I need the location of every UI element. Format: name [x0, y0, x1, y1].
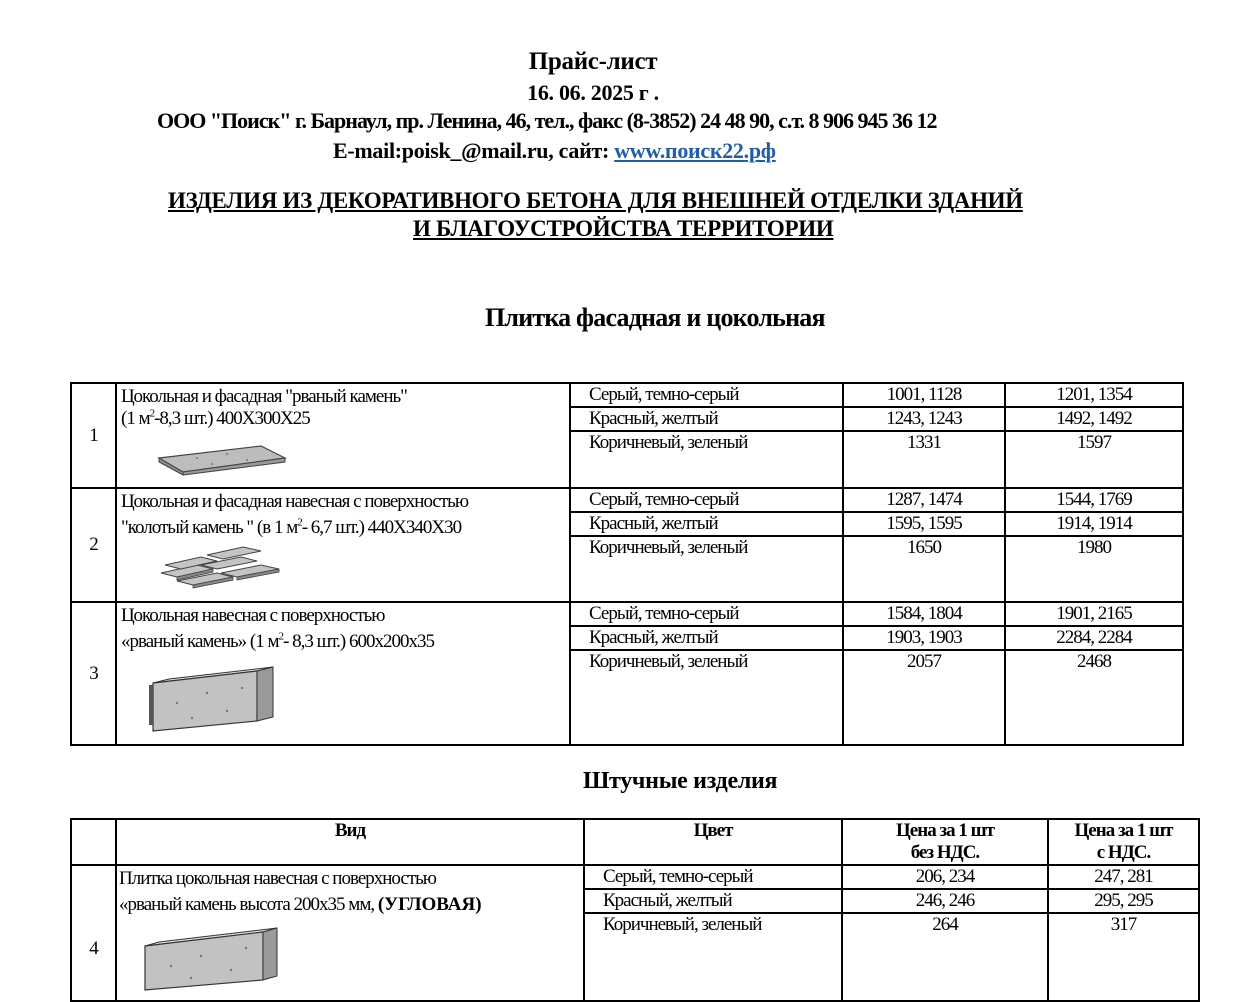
price-cell: 206, 234	[843, 866, 1047, 889]
row-number: 3	[71, 602, 116, 745]
color-cell: Серый, темно-серый	[571, 489, 842, 512]
row-number: 2	[71, 488, 116, 602]
price-vat-cell: 1544, 1769	[1006, 489, 1182, 512]
flat-tile-image	[157, 440, 287, 476]
price-vat-cell: 295, 295	[1049, 889, 1198, 913]
price-cell: 1243, 1243	[844, 407, 1004, 431]
color-column	[570, 602, 843, 745]
section-title-pieces: Штучные изделия	[583, 768, 778, 794]
main-heading-line-2: И БЛАГОУСТРОЙСТВА ТЕРРИТОРИИ	[413, 216, 834, 241]
color-cell: Красный, желтый	[585, 889, 841, 913]
price-list-date: 16. 06. 2025 г .	[527, 80, 659, 105]
header-price-no-vat: Цена за 1 шт без НДС.	[842, 819, 1048, 865]
product-name-line-1: Цокольная и фасадная навесная с поверхностью	[121, 491, 469, 512]
product-name	[116, 865, 584, 1001]
product-name	[116, 383, 570, 488]
split-stone-tile-image	[157, 543, 287, 593]
price-vat-cell: 1980	[1077, 537, 1111, 558]
price-cell: 1331	[907, 432, 941, 453]
product-name	[116, 602, 570, 745]
section-title-facade: Плитка фасадная и цокольная	[485, 303, 825, 332]
product-name-line-1: Цокольная и фасадная "рваный камень"	[121, 386, 407, 407]
color-cell: Коричневый, зеленый	[589, 537, 748, 558]
color-cell: Серый, темно-серый	[585, 866, 841, 889]
color-cell: Красный, желтый	[571, 407, 842, 431]
color-column	[570, 383, 843, 488]
facade-tiles-table	[70, 382, 1184, 746]
price-cell: 264	[932, 914, 958, 935]
corner-tile-image	[141, 926, 281, 992]
header-kind: Вид	[116, 819, 584, 865]
price-cell: 1001, 1128	[844, 384, 1004, 407]
price-vat-cell: 2468	[1077, 651, 1111, 672]
product-name-line-2: (1 $м^2-8,3$ шт.) 400Х300Х25	[121, 407, 310, 429]
price-vat-cell: 317	[1110, 914, 1137, 935]
color-cell: Красный, желтый	[571, 626, 842, 650]
main-heading-line-1: ИЗДЕЛИЯ ИЗ ДЕКОРАТИВНОГО БЕТОНА ДЛЯ ВНЕШНЕЙ ОТДЕЛКИ ЗДАНИЙ	[168, 188, 1023, 213]
table-row	[71, 488, 1183, 602]
color-column	[584, 865, 842, 1001]
header-num	[71, 819, 116, 865]
price-vat-cell: 1597	[1077, 432, 1111, 453]
color-cell: Коричневый, зеленый	[589, 432, 748, 453]
color-cell: Серый, темно-серый	[571, 603, 842, 626]
price-cell: 1903, 1903	[844, 626, 1004, 650]
contact-line	[333, 138, 776, 164]
color-cell: Коричневый, зеленый	[589, 651, 748, 672]
price-cell: 1595, 1595	[844, 512, 1004, 536]
piece-products-table	[70, 818, 1200, 1002]
header-color: Цвет	[584, 819, 842, 865]
price-cell: 246, 246	[843, 889, 1047, 913]
table-row	[71, 602, 1183, 745]
table-row	[71, 383, 1183, 488]
company-info: ООО "Поиск" г. Барнаул, пр. Ленина, 46, тел., факс (8-3852) 24 48 90, с.т. 8 906 945 36 12	[157, 108, 937, 133]
price-column	[843, 488, 1005, 602]
price-vat-column	[1005, 488, 1183, 602]
price-cell: 2057	[907, 651, 941, 672]
color-cell: Коричневый, зеленый	[603, 914, 762, 935]
price-cell: 1584, 1804	[844, 603, 1004, 626]
header-price-vat: Цена за 1 шт с НДС.	[1048, 819, 1199, 865]
product-name-line-2: «рваный камень высота 200х35 мм, (УГЛОВАЯ)	[119, 894, 482, 915]
price-list-title: Прайс-лист	[528, 48, 658, 75]
price-vat-column	[1048, 865, 1199, 1001]
product-name-line-2: "колотый камень " (в 1 $м^2-$ 6,7 шт.) 440Х340Х30	[121, 516, 462, 538]
color-cell: Красный, желтый	[571, 512, 842, 536]
color-column	[570, 488, 843, 602]
price-column	[843, 383, 1005, 488]
price-vat-column	[1005, 383, 1183, 488]
price-cell: 1650	[907, 537, 941, 558]
price-vat-cell: 1492, 1492	[1006, 407, 1182, 431]
site-link[interactable]: www.поиск22.рф	[614, 138, 776, 163]
table-header-row	[71, 819, 1199, 865]
price-vat-cell: 1201, 1354	[1006, 384, 1182, 407]
price-vat-cell: 1914, 1914	[1006, 512, 1182, 536]
price-vat-cell: 2284, 2284	[1006, 626, 1182, 650]
price-vat-cell: 247, 281	[1049, 866, 1198, 889]
product-name-line-1: Плитка цокольная навесная с поверхностью	[119, 868, 436, 889]
row-number: 4	[71, 865, 116, 1001]
price-column	[843, 602, 1005, 745]
price-column	[842, 865, 1048, 1001]
email-text: E-mail:poisk_@mail.ru, сайт:	[333, 138, 615, 163]
hanging-tile-image	[147, 663, 277, 733]
table-row	[71, 865, 1199, 1001]
product-name	[116, 488, 570, 602]
row-number: 1	[71, 383, 116, 488]
price-vat-cell: 1901, 2165	[1006, 603, 1182, 626]
price-vat-column	[1005, 602, 1183, 745]
color-cell: Серый, темно-серый	[571, 384, 842, 407]
product-name-line-2: «рваный камень» (1 $м^2-$ 8,3 шт.) 600х200х35	[121, 630, 434, 652]
product-name-line-1: Цокольная навесная с поверхностью	[121, 605, 385, 626]
price-cell: 1287, 1474	[844, 489, 1004, 512]
